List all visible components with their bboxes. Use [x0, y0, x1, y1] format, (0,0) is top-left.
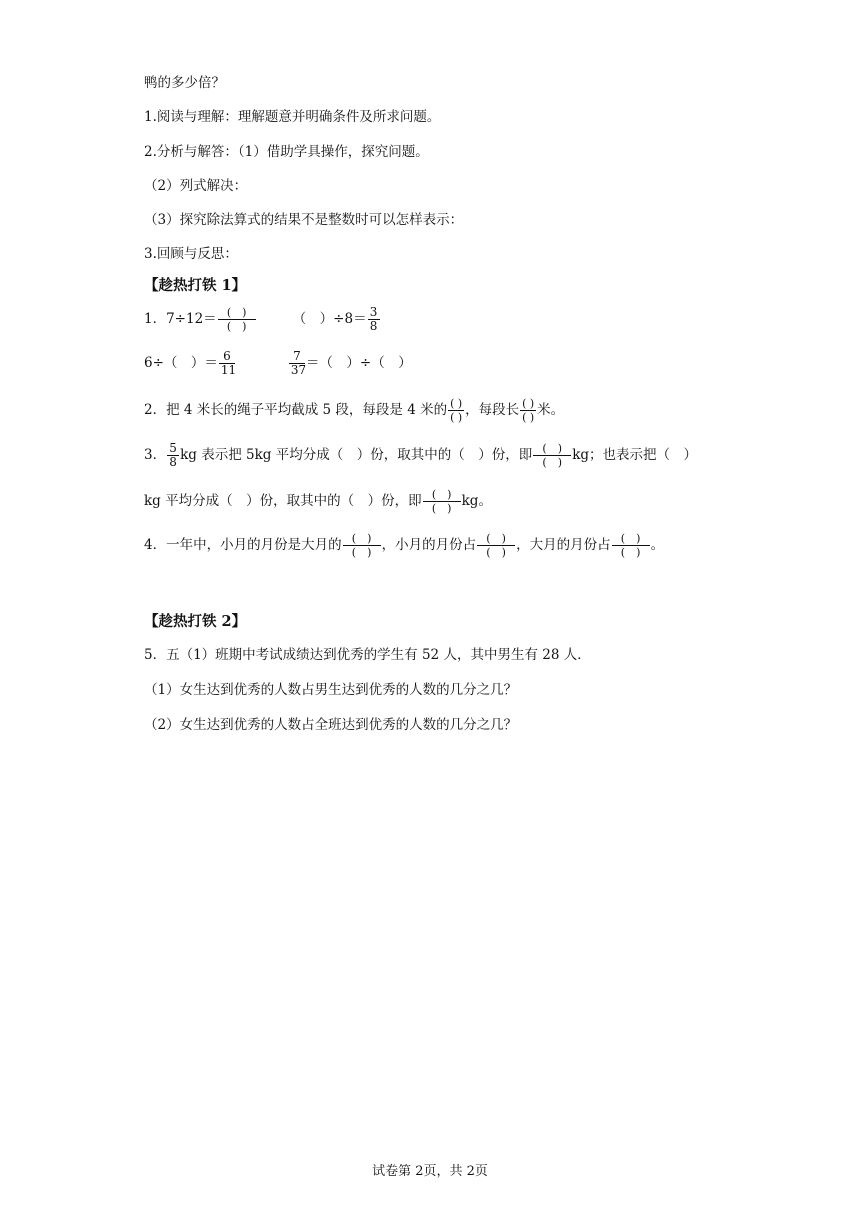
question-5: 5．五（1）班期中考试成绩达到优秀的学生有 52 人，其中男生有 28 人． — [144, 647, 591, 663]
step-2-sub-3: （3）探究除法算式的结果不是整数时可以怎样表示： — [144, 212, 464, 228]
question-1-row-2 — [144, 350, 412, 377]
q3-prefix: 3． — [144, 447, 167, 463]
text-line: 鸭的多少倍？ — [144, 75, 225, 91]
fraction-blank: ( ) ( ) — [477, 532, 515, 559]
question-5-part-2: （2）女生达到优秀的人数占全班达到优秀的人数的几分之几？ — [144, 717, 518, 733]
page-footer: 试卷第 2页，共 2页 — [372, 1164, 488, 1179]
section-title-2: 【趁热打铁 2】 — [144, 613, 247, 630]
q4-text-c: ，大月的月份占 — [516, 537, 611, 553]
fraction-blank: ( ) ( ) — [612, 532, 650, 559]
fraction-5-8: $\frac{5}{8}$ — [167, 442, 179, 469]
fraction-blank: ( ) ( ) — [533, 442, 571, 469]
fraction-blank: ( ) ( ) — [522, 397, 535, 424]
q3-text-b: kg；也表示把（ ） — [572, 447, 698, 463]
q2-text-c: 米。 — [537, 402, 565, 418]
step-1: 1.阅读与理解：理解题意并明确条件及所求问题。 — [144, 109, 441, 125]
q1-label: 1．7÷12＝ — [144, 311, 217, 327]
fraction-6-11: $\frac{6}{11}$ — [220, 349, 237, 377]
q4-text-a: 4．一年中，小月的月份是大月的 — [144, 537, 342, 553]
fraction-blank: ( ) ( ) — [423, 488, 461, 515]
question-4 — [144, 532, 664, 559]
q3-line2-a: kg 平均分成（ ）份，取其中的（ ）份，即 — [144, 493, 422, 509]
fraction-7-37: $\frac{7}{37}$ — [290, 349, 307, 377]
q3-line2-b: kg。 — [461, 493, 492, 509]
question-5-part-1: （1）女生达到优秀的人数占男生达到优秀的人数的几分之几？ — [144, 682, 518, 698]
fraction-3-8: $\frac{3}{8}$ — [368, 306, 380, 333]
question-3-line-2 — [144, 488, 492, 515]
question-1-row-1 — [144, 306, 381, 333]
q1-d-text: ＝（ ）÷（ ） — [305, 355, 412, 371]
fraction-blank: ( ) ( ) — [218, 306, 256, 333]
step-3: 3.回顾与反思： — [144, 246, 238, 262]
q4-text-d: 。 — [650, 537, 665, 553]
q1-c-text: 6÷（ ）＝ — [144, 355, 218, 371]
question-2 — [144, 397, 564, 424]
step-2-sub-2: （2）列式解决： — [144, 178, 248, 194]
q3-text-a: kg 表示把 5kg 平均分成（ ）份，取其中的（ ）份，即 — [180, 447, 533, 463]
question-3-line-1 — [144, 442, 697, 469]
fraction-blank: ( ) ( ) — [450, 397, 463, 424]
fraction-blank: ( ) ( ) — [343, 532, 381, 559]
q2-text-a: 2．把 4 米长的绳子平均截成 5 段，每段是 4 米的 — [144, 402, 448, 418]
q1-b-text: （ ）÷8＝ — [292, 311, 367, 327]
q4-text-b: ，小月的月份占 — [381, 537, 477, 553]
step-2: 2.分析与解答：（1）借助学具操作，探究问题。 — [144, 144, 429, 160]
section-title-1: 【趁热打铁 1】 — [144, 277, 247, 294]
q2-text-b: ，每段长 — [465, 402, 520, 418]
